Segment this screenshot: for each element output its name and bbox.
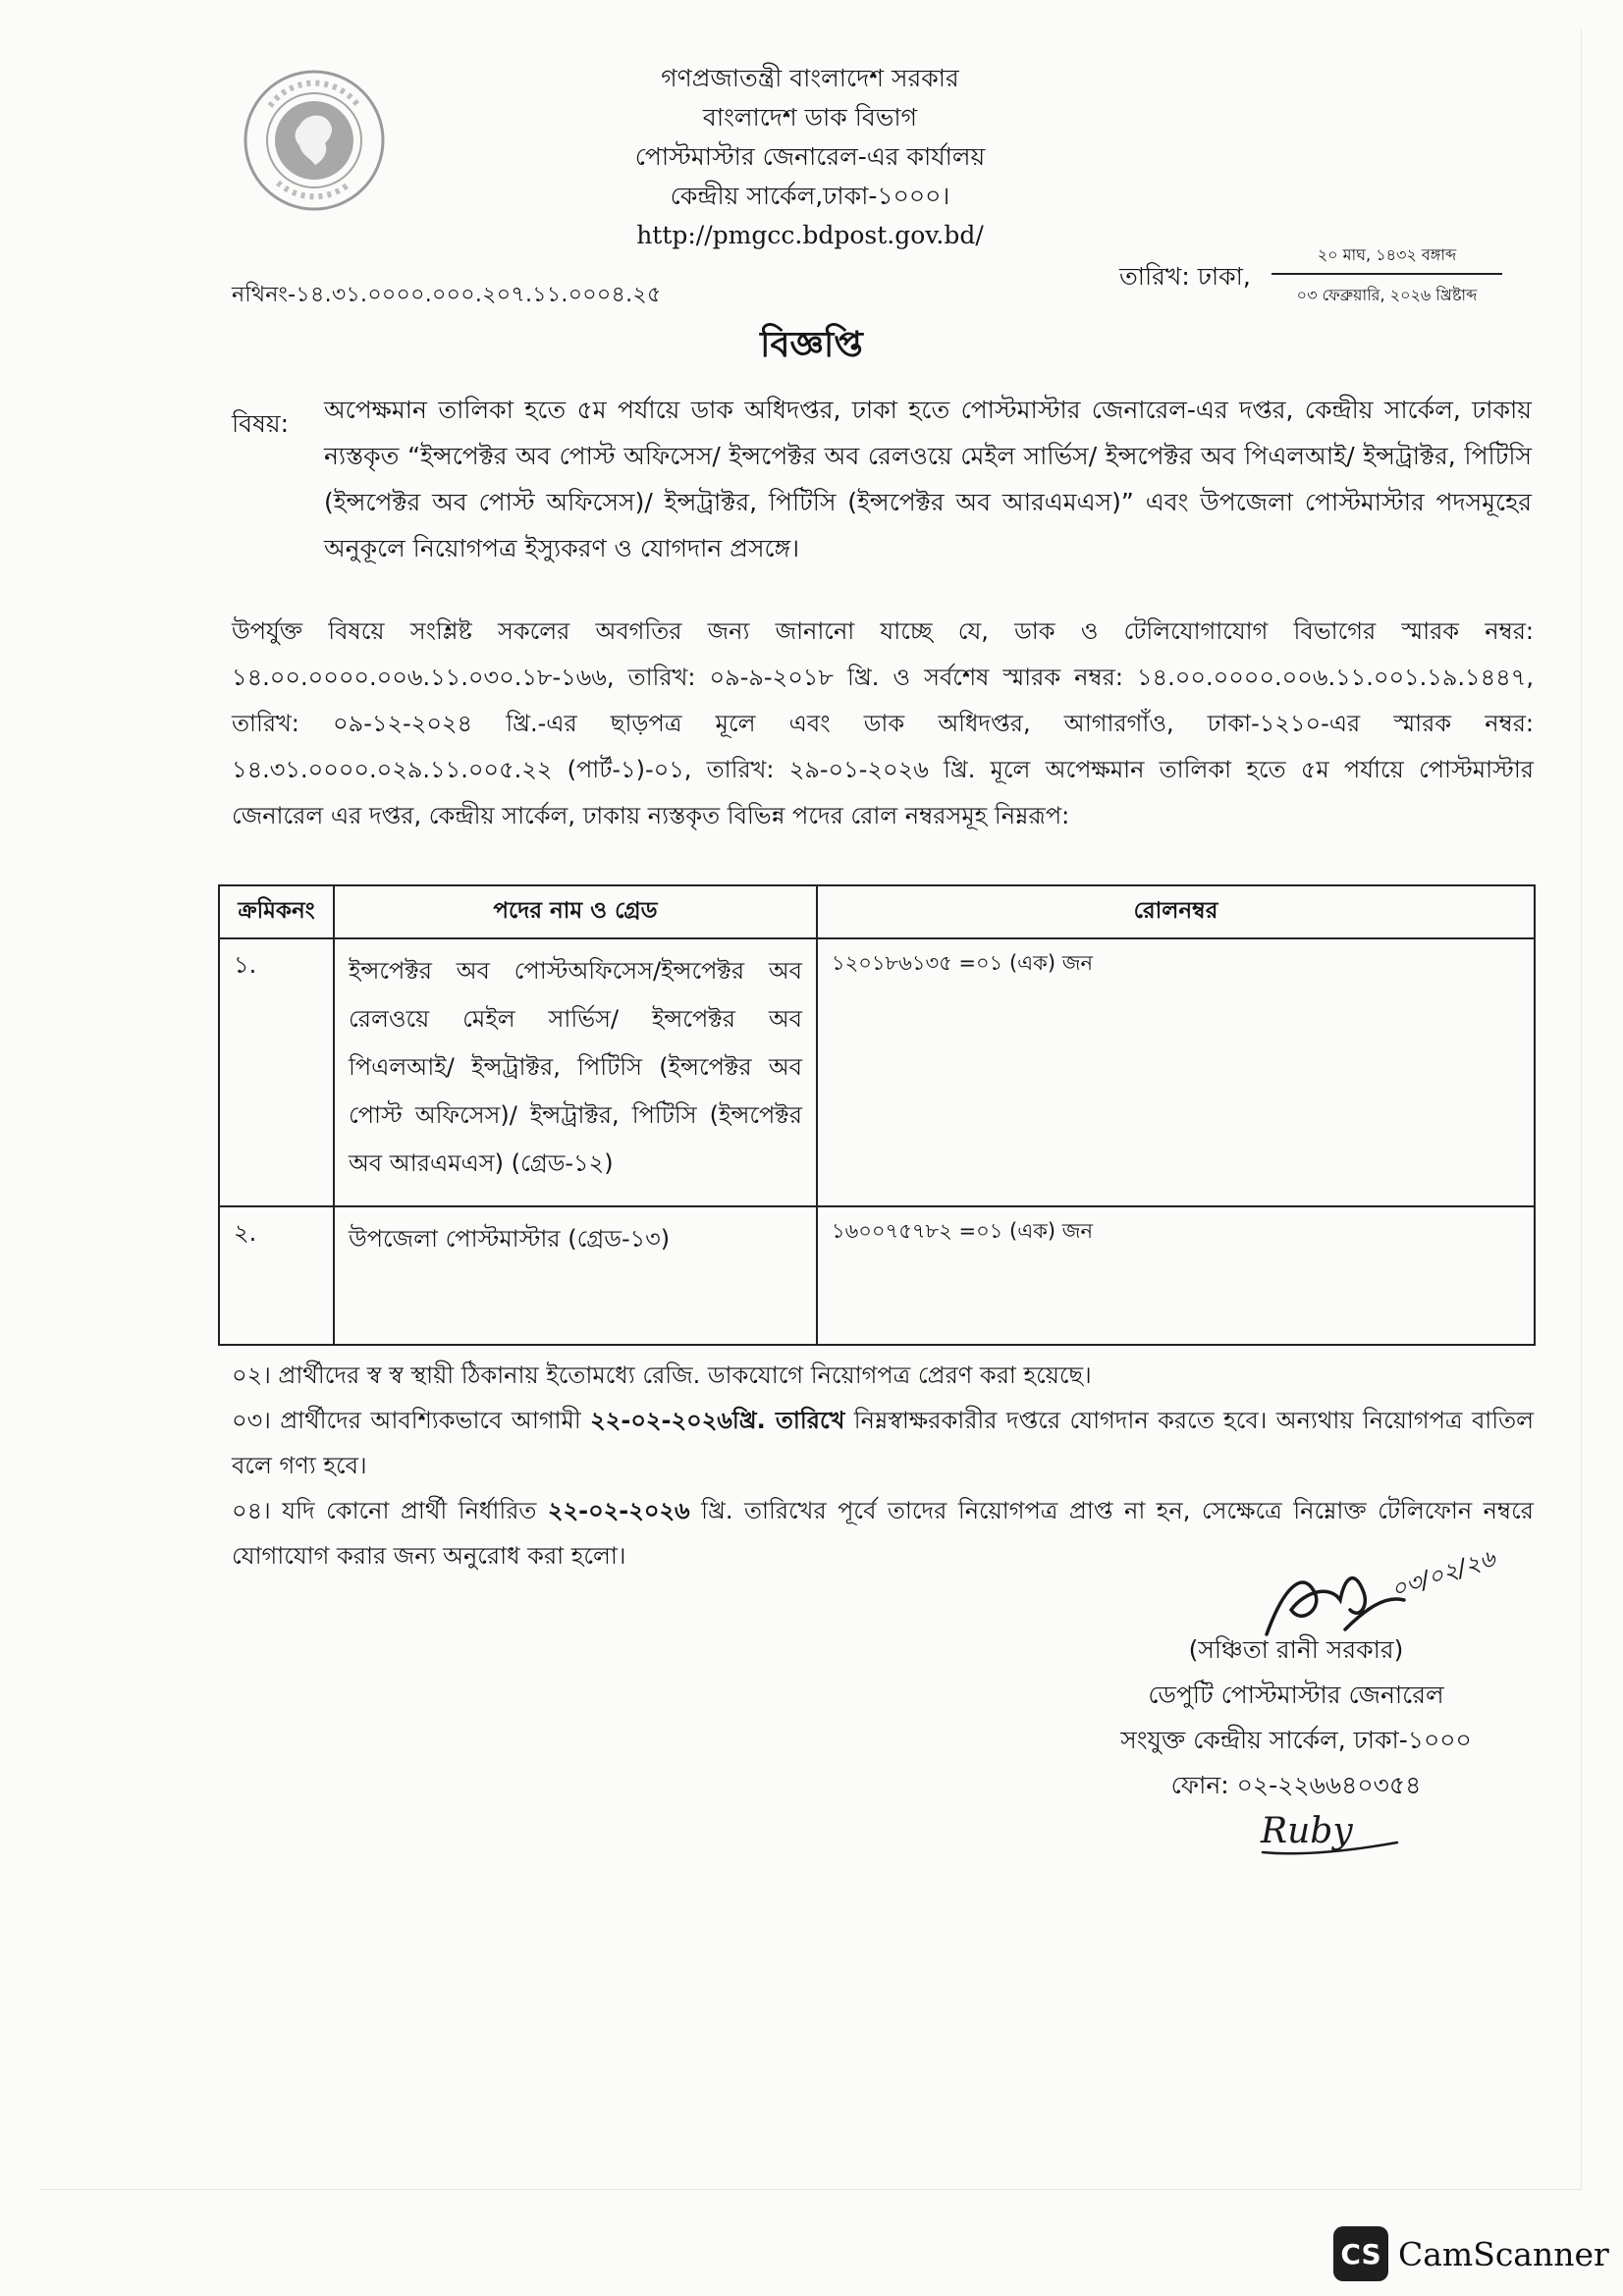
note-item: [232, 1353, 1534, 1398]
office-header: [491, 59, 1129, 255]
cell-post: ইন্সপেক্টর অব পোস্টঅফিসেস/ইন্সপেক্টর অব রেলওয়ে মেইল সার্ভিস/ ইন্সপেক্টর অব পিএলআই/ ইন্সট্রাক্টর, পিটিসি (ইন্সপেক্টর অব পোস্ট অফিসেস)/ ইন্সট্রাক্টর, পিটিসি (ইন্সপেক্টর অব আরএমএস) (গ্রেড-১২): [334, 938, 817, 1206]
notice-title: বিজ্ঞপ্তি: [760, 325, 863, 365]
government-seal-icon: [241, 67, 388, 214]
table-row: [219, 938, 1535, 1206]
svg-text:Ruby: Ruby: [1261, 1811, 1353, 1851]
date-box: [1271, 242, 1502, 309]
body-paragraph: উপর্যুক্ত বিষয়ে সংশ্লিষ্ট সকলের অবগতির জন্য জানানো যাচ্ছে যে, ডাক ও টেলিযোগাযোগ বিভাগের স্মারক নম্বর: ১৪.০০.০০০০.০০৬.১১.০৩০.১৮-১৬৬, তারিখ: ০৯-৯-২০১৮ খ্রি. ও সর্বশেষ স্মারক নম্বর: ১৪.০০.০০০০.০০৬.১১.০০১.১৯.১৪৪৭, তারিখ: ০৯-১২-২০২৪ খ্রি.-এর ছাড়পত্র মূলে এবং ডাক অধিদপ্তর, আগারগাঁও, ঢাকা-১২১০-এর স্মারক নম্বর: ১৪.৩১.০০০০.০২৯.১১.০০৫.২২ (পার্ট-১)-০১, তারিখ: ২৯-০১-২০২৬ খ্রি. মূলে অপেক্ষমান তালিকা হতে ৫ম পর্যায়ে পোস্টমাস্টার জেনারেল এর দপ্তর, কেন্দ্রীয় সার্কেল, ঢাকায় ন্যস্তকৃত বিভিন্ন পদের রোল নম্বরসমূহ নিম্নরূপ:: [232, 617, 1534, 829]
signatory-office: সংযুক্ত কেন্দ্রীয় সার্কেল, ঢাকা-১০০০: [1120, 1726, 1472, 1754]
cell-post: উপজেলা পোস্টমাস্টার (গ্রেড-১৩): [334, 1206, 817, 1345]
signatory-name: (সঞ্চিতা রানী সরকার): [1188, 1635, 1404, 1664]
note-text: ০২। প্রার্থীদের স্ব স্ব স্থায়ী ঠিকানায় ইতোমধ্যে রেজি. ডাকযোগে নিয়োগপত্র প্রেরণ করা হয়েছে।: [232, 1362, 1092, 1389]
cell-roll: ১৬০০৭৫৭৮২ =০১ (এক) জন: [817, 1206, 1535, 1345]
file-number: নথিনং-১৪.৩১.০০০০.০০০.২০৭.১১.০০০৪.২৫: [232, 283, 662, 307]
roll-number-table: [218, 884, 1536, 1346]
camscanner-watermark: [1333, 2226, 1609, 2281]
cell-serial: ২.: [219, 1206, 334, 1345]
note-text: ০৪। যদি কোনো প্রার্থী নির্ধারিত: [232, 1497, 548, 1524]
signatory-phone: ফোন: ০২-২২৬৬৪০৩৫৪: [1170, 1771, 1422, 1799]
note-item: [232, 1398, 1534, 1488]
svg-text:০৩/০২/২৬: ০৩/০২/২৬: [1387, 1544, 1499, 1604]
header-line-office: পোস্টমাস্টার জেনারেল-এর কার্যালয়: [634, 142, 986, 171]
header-serial: ক্রমিকনং: [219, 885, 334, 938]
handwritten-initials-icon: [1255, 1801, 1402, 1860]
signature-block: [1080, 1628, 1512, 1808]
note-deadline: ২২-০২-২০২৬: [547, 1497, 690, 1524]
header-url: http://pmgcc.bdpost.gov.bd/: [636, 221, 984, 249]
table-row: [219, 1206, 1535, 1345]
header-line-government: গণপ্রজাতন্ত্রী বাংলাদেশ সরকার: [661, 64, 959, 92]
camscanner-logo-icon: CS: [1333, 2226, 1388, 2281]
subject-text: অপেক্ষমান তালিকা হতে ৫ম পর্যায়ে ডাক অধিদপ্তর, ঢাকা হতে পোস্টমাস্টার জেনারেল-এর দপ্তর, কেন্দ্রীয় সার্কেল, ঢাকায় ন্যস্তকৃত “ইন্সপেক্টর অব পোস্ট অফিসেস/ ইন্সপেক্টর অব রেলওয়ে মেইল সার্ভিস/ ইন্সপেক্টর অব পিএলআই/ ইন্সট্রাক্টর, পিটিসি (ইন্সপেক্টর অব পোস্ট অফিসেস)/ ইন্সট্রাক্টর, পিটিসি (ইন্সপেক্টর অব আরএমএস)” এবং উপজেলা পোস্টমাস্টার পদসমূহের অনুকূলে নিয়োগপত্র ইস্যুকরণ ও যোগদান প্রসঙ্গে।: [324, 396, 1532, 562]
camscanner-name: CamScanner: [1398, 2234, 1609, 2273]
note-text: খ্রি. তারিখের পূর্বে তাদের নিয়োগপত্র প্রাপ্ত না হন, সেক্ষেত্রে নিম্নোক্ত টেলিফোন নম্বরে যোগাযোগ করার জন্য অনুরোধ করা হলো।: [232, 1497, 1534, 1570]
header-line-circle: কেন্দ্রীয় সার্কেল,ঢাকা-১০০০।: [670, 182, 950, 210]
cell-roll: ১২০১৮৬১৩৫ =০১ (এক) জন: [817, 938, 1535, 1206]
header-roll: রোলনম্বর: [817, 885, 1535, 938]
signatory-designation: ডেপুটি পোস্টমাস্টার জেনারেল: [1148, 1681, 1444, 1709]
date-bangla: ২০ মাঘ, ১৪৩২ বঙ্গাব্দ: [1271, 242, 1502, 275]
date-gregorian: ০৩ ফেব্রুয়ারি, ২০২৬ খ্রিষ্টাব্দ: [1296, 286, 1478, 304]
note-text: ০৩। প্রার্থীদের আবশ্যিকভাবে আগামী: [232, 1407, 591, 1434]
note-deadline: ২২-০২-২০২৬খ্রি. তারিখে: [590, 1407, 845, 1434]
note-text: নিম্নস্বাক্ষরকারীর দপ্তরে যোগদান করতে হবে। অন্যথায় নিয়োগপত্র বাতিল বলে গণ্য হবে।: [232, 1407, 1535, 1479]
header-post: পদের নাম ও গ্রেড: [334, 885, 817, 938]
table-header-row: [219, 885, 1535, 938]
header-line-department: বাংলাদেশ ডাক বিভাগ: [702, 103, 918, 132]
date-label: তারিখ: ঢাকা,: [1119, 262, 1251, 291]
cell-serial: ১.: [219, 938, 334, 1206]
subject-label: বিষয়:: [232, 409, 290, 438]
